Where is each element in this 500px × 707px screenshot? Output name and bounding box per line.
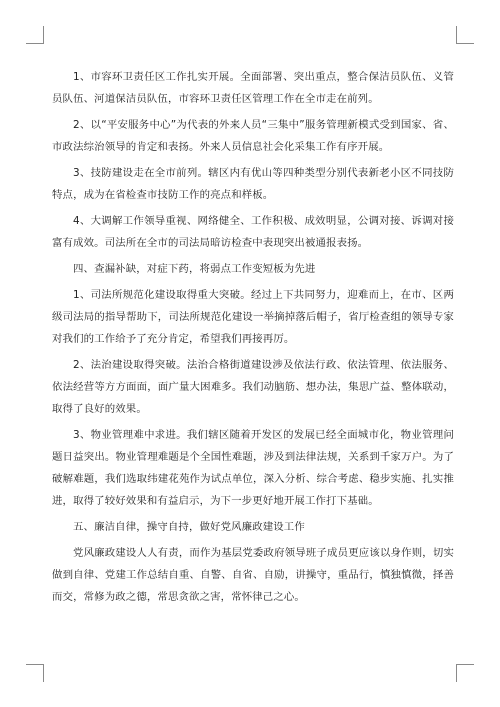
crop-mark-top-left-vertical (43, 26, 44, 44)
paragraph-item-6: 2、法治建设取得突破。法治合格街道建设涉及依法行政、依法管理、依法服务、依法经营等方方面面，面广量大困难多。我们动脑筋、想办法，集思广益、整体联动，取得了良好的效果。 (52, 359, 454, 415)
paragraph-item-7: 3、物业管理难中求进。我们辖区随着开发区的发展已经全面城市化，物业管理问题日益突出。物业管理难题是个全国性难题，涉及到法律法规，关系到千家万户。为了破解难题，我们选取纬建花苑作为试点单位，深入分析、综合考虑、稳步实施、扎实推进，取得了较好效果和有益启示，为下一步更好地开展工作打下基础。 (52, 429, 454, 507)
section-heading-4: 四、查漏补缺，对症下药，将弱点工作变短板为先进 (73, 263, 316, 275)
crop-mark-top-right-vertical (456, 26, 457, 44)
section-heading-5: 五、廉洁自律，操守自持，做好党风廉政建设工作 (73, 521, 305, 533)
crop-mark-top-left-horizontal (26, 43, 44, 44)
crop-mark-bottom-left-horizontal (26, 664, 44, 665)
paragraph-item-8: 党风廉政建设人人有责，而作为基层党委政府领导班子成员更应该以身作则，切实做到自律、党建工作总结自重、自警、自省、自励，讲操守，重品行，慎独慎微，择善而交，常修为政之德，常思贪欲之害，常怀律己之心。 (52, 547, 454, 603)
paragraph-item-2: 2、以“平安服务中心”为代表的外来人员“三集中”服务管理新模式受到国家、省、市政法综治领导的肯定和表扬。外来人员信息社会化采集工作有序开展。 (52, 119, 454, 153)
crop-mark-bottom-right-vertical (456, 664, 457, 682)
crop-mark-bottom-left-vertical (43, 664, 44, 682)
paragraph-item-3: 3、技防建设走在全市前列。辖区内有优山等四种类型分别代表新老小区不同技防特点，成为在省检查市技防工作的亮点和样板。 (52, 167, 454, 201)
paragraph-item-4: 4、大调解工作领导重视、网络健全、工作积极、成效明显，公调对接、诉调对接富有成效。司法所在全市的司法局暗访检查中表现突出被通报表扬。 (52, 215, 454, 249)
paragraph-item-5: 1、司法所规范化建设取得重大突破。经过上下共同努力，迎难而上，在市、区两级司法局的指导帮助下，司法所规范化建设一举摘掉落后帽子，省厅检查组的领导专家对我们的工作给予了充分肯定，希望我们再接再厉。 (52, 289, 454, 345)
document-body (52, 66, 454, 612)
crop-mark-top-right-horizontal (456, 43, 474, 44)
paragraph-item-1: 1、市容环卫责任区工作扎实开展。全面部署、突出重点，整合保洁员队伍、义管员队伍、河道保洁员队伍，市容环卫责任区管理工作在全市走在前列。 (52, 71, 454, 105)
crop-mark-bottom-right-horizontal (456, 664, 474, 665)
